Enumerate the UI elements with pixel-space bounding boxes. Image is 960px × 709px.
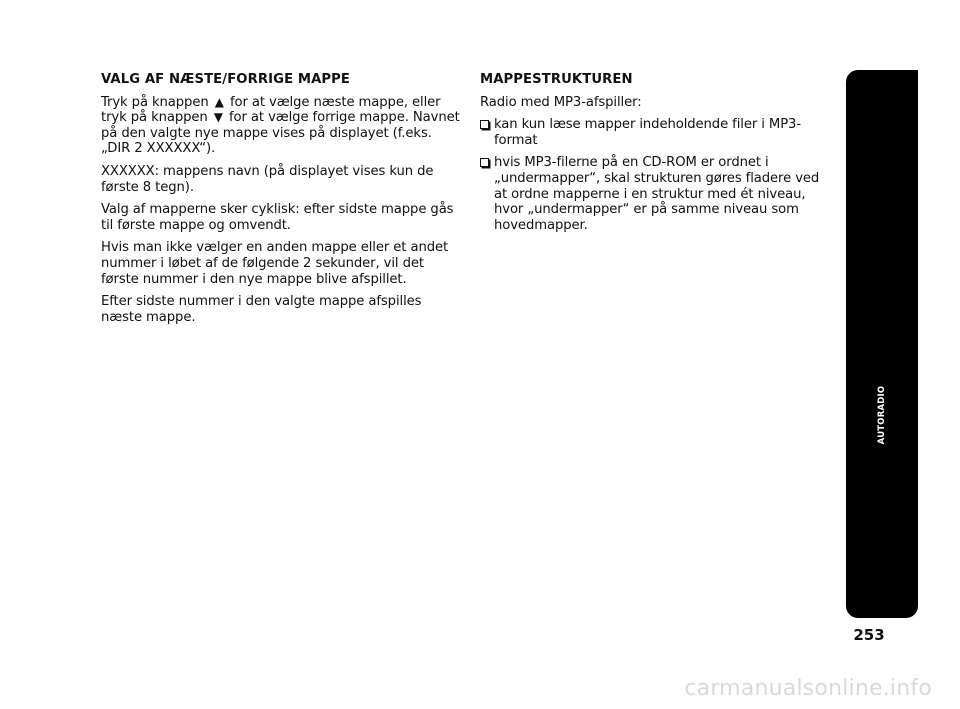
triangle-up-icon: ▲ — [214, 94, 224, 109]
text-after-down: for at vælge forrige mappe. Navnet på den valgte nye mappe vises på displayet (f.eks. „DIR 2 XXXXXX“). — [101, 110, 460, 157]
paragraph-intro: Radio med MP3-afspiller: — [480, 94, 642, 110]
text-before-up: Tryk på knappen — [101, 94, 209, 110]
page-number: 253 — [853, 626, 885, 644]
triangle-down-icon: ▼ — [213, 110, 223, 125]
checkbox-bullet-icon — [480, 158, 489, 167]
list-item-text: kan kun læse mapper indeholdende filer i MP3-format — [494, 117, 802, 148]
paragraph-auto-play: Hvis man ikke vælger en anden mappe eller et andet nummer i løbet af de følgende 2 sekunder, vil det første nummer i den nye mappe blive afspillet. — [101, 240, 449, 287]
list-item-text: hvis MP3-filerne på en CD-ROM er ordnet i „undermapper“, skal strukturen gøres fladere ved at ordne mapperne i en struktur med ét niveau, hvor „undermapper“ er på samme niveau som hovedmapper. — [494, 155, 820, 233]
section-heading-folder-structure: MAPPESTRUKTUREN — [480, 72, 633, 87]
right-column — [480, 72, 830, 240]
chapter-label: AUTORADIO — [877, 385, 887, 445]
section-heading-folder-selection: VALG AF NÆSTE/FORRIGE MAPPE — [101, 72, 351, 87]
paragraph-button-instructions — [101, 95, 463, 157]
paragraph-next-folder: Efter sidste nummer i den valgte mappe afspilles næste mappe. — [101, 294, 422, 325]
list-item — [480, 155, 830, 233]
left-column — [101, 72, 463, 332]
watermark: carmanualsonline.info — [684, 676, 932, 701]
text-middle: for at vælge næste mappe, eller tryk på knappen — [101, 94, 441, 126]
paragraph-cyclic-selection: Valg af mapperne sker cyklisk: efter sidste mappe gås til første mappe og omvendt. — [101, 202, 454, 233]
chapter-side-tab — [846, 70, 918, 618]
list-item — [480, 117, 830, 148]
paragraph-folder-name: XXXXXX: mappens navn (på displayet vises kun de første 8 tegn). — [101, 163, 434, 195]
checkbox-bullet-icon — [480, 120, 489, 129]
